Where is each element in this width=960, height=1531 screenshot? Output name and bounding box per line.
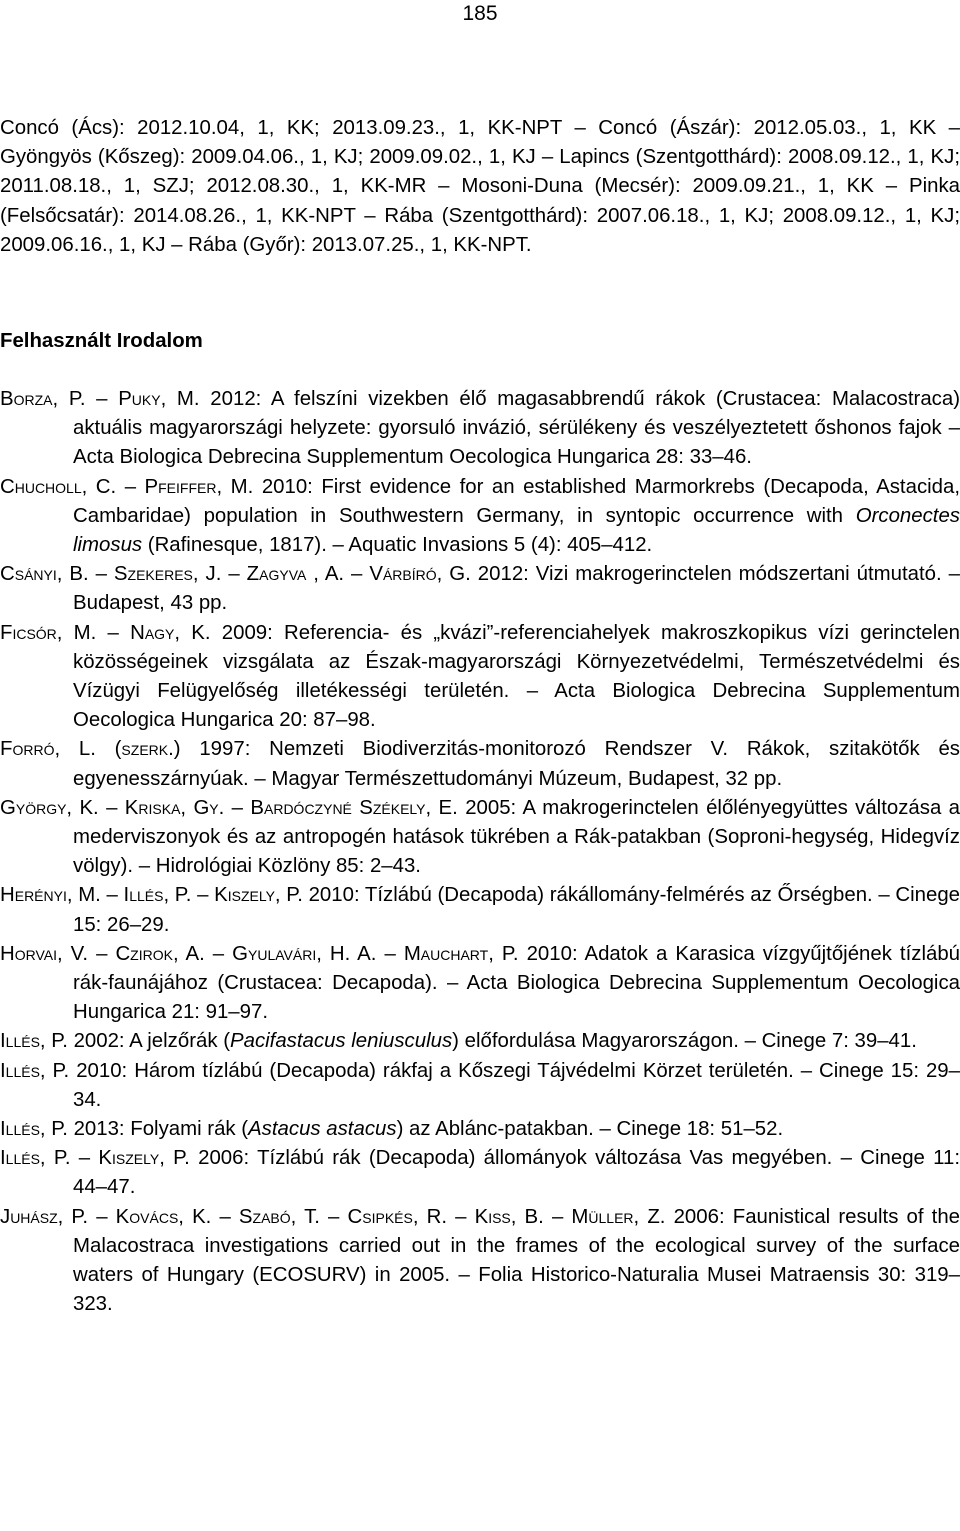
species-name: Orconectes limosus [73,504,960,557]
reference-item [0,1144,960,1202]
reference-authors: Herényi, M. – Illés, P. – Kiszely, P. [0,884,303,907]
reference-text: 2010: Tízlábú (Decapoda) rákállomány-felmérés az Őrségben. – Cinege 15: 26–29. [73,884,960,936]
reference-authors: Illés, P. [0,1118,68,1141]
intro-paragraph: Concó (Ács): 2012.10.04, 1, KK; 2013.09.23., 1, KK-NPT – Concó (Ászár): 2012.05.03., 1, KK – Gyöngyös (Kőszeg): 2009.04.06., 1, KJ; 2009.09.02., 1, KJ – Lapincs (Szentgotthárd): 2008.09.12., 1, KJ; 2011.08.18., 1, SZJ; 2012.08.30., 1, KK-MR – Mosoni-Duna (Mecsér): 2009.09.21., 1, KK – Pinka (Felsőcsatár): 2014.08.26., 1, KK-NPT – Rába (Szentgotthárd): 2007.06.18., 1, KJ; 2008.09.12., 1, KJ; 2009.06.16., 1, KJ – Rába (Győr): 2013.07.25., 1, KK-NPT. [0,117,960,256]
reference-item [0,794,960,882]
reference-text: 2012: A felszíni vizekben élő magasabbrendű rákok (Crustacea: Malacostraca) aktuális magyarországi helyzete: gyorsuló invázió, sérülékeny és veszélyeztetett őshonos fajok – Acta Biologica Debrecina Supplementum Oecologica Hungarica 28: 33–46. [73,388,960,469]
reference-authors: György, K. – Kriska, Gy. – Bardóczyné Székely, E. [0,796,458,819]
reference-authors: Illés, P. [0,1030,68,1053]
reference-item [0,560,960,618]
reference-item [0,619,960,736]
reference-authors: Ficsór, M. – Nagy, K. [0,621,211,644]
reference-text: 2006: Faunistical results of the Malacostraca investigations carried out in the frames of the ecological survey of the surface waters of Hungary (ECOSURV) in 2005. – Folia Historico-Naturalia Musei Matraensis 30: 319–323. [73,1205,960,1316]
reference-text: ) az Ablánc-patakban. – Cinege 18: 51–52. [396,1118,784,1141]
reference-text: (Rafinesque, 1817). – Aquatic Invasions 5 (4): 405–412. [142,534,653,557]
reference-item [0,881,960,939]
reference-item [0,1027,960,1056]
reference-authors: Forró, L. (szerk.) [0,738,181,761]
reference-text: 1997: Nemzeti Biodiverzitás-monitorozó Rendszer V. Rákok, szitakötők és egyenesszárnyúak. – Magyar Természettudományi Múzeum, Budapest, 32 pp. [73,738,960,790]
reference-text: 2010: Adatok a Karasica vízgyűjtőjének tízlábú rák-faunájához (Crustacea: Decapoda). – Acta Biologica Debrecina Supplementum Oecologica Hungarica 21: 91–97. [73,942,960,1024]
reference-authors: Borza, P. – Puky, M. [0,388,200,410]
page-number: 185 [462,2,498,25]
reference-text: 2012: Vizi makrogerinctelen módszertani útmutató. – Budapest, 43 pp. [73,563,960,615]
reference-text: ) előfordulása Magyarországon. – Cinege 7: 39–41. [452,1030,917,1053]
reference-text: 2013: Folyami rák ( [73,1118,249,1141]
reference-authors: Illés, P. [0,1059,70,1082]
reference-text: 2005: A makrogerinctelen élőlényegyüttes változása a mederviszonyok és az antropogén hatások tükrében a Rák-patakban (Soproni-hegység, Hidegvíz völgy). – Hidrológiai Közlöny 85: 2–43. [73,796,960,878]
reference-text: 2009: Referencia- és „kvázi”-referenciahelyek makroszkopikus vízi gerinctelen közösségeinek vizsgálata az Észak-magyarországi Környezetvédelmi, Természetvédelmi és Vízügyi Felügyelőség illetékességi területén. – Acta Biologica Debrecina Supplementum Oecologica Hungarica 20: 87–98. [73,621,960,732]
reference-authors: Juhász, P. – Kovács, K. – Szabó, T. – Csipkés, R. – Kiss, B. – Müller, Z. [0,1205,666,1228]
reference-text: 2010: Három tízlábú (Decapoda) rákfaj a Kőszegi Tájvédelmi Körzet területén. – Cinege 15: 29–34. [73,1059,960,1111]
species-name: Astacus astacus [248,1118,397,1141]
reference-authors: Horvai, V. – Czirok, A. – Gyulavári, H. A. – Mauchart, P. [0,942,519,965]
section-heading: Felhasznált Irodalom [0,330,203,352]
reference-authors: Chucholl, C. – Pfeiffer, M. [0,475,254,498]
reference-text: 2002: A jelzőrák ( [73,1030,230,1053]
reference-item [0,735,960,793]
reference-item [0,940,960,1028]
reference-text: 2010: First evidence for an established Marmorkrebs (Decapoda, Astacida, Cambaridae) population in Southwestern Germany, in syntopic occurrence with [73,475,960,527]
reference-authors: Illés, P. – Kiszely, P. [0,1147,190,1170]
species-name: Pacifastacus leniusculus [230,1030,453,1053]
reference-item [0,385,960,473]
reference-item [0,1057,960,1115]
reference-text: 2006: Tízlábú rák (Decapoda) állományok változása Vas megyében. – Cinege 11: 44–47. [73,1147,960,1199]
reference-authors: Csányi, B. – Szekeres, J. – Zagyva , A. – Várbíró, G. [0,563,471,586]
reference-item [0,473,960,561]
reference-list [0,385,960,1320]
reference-item [0,1203,960,1320]
reference-item [0,1115,960,1144]
